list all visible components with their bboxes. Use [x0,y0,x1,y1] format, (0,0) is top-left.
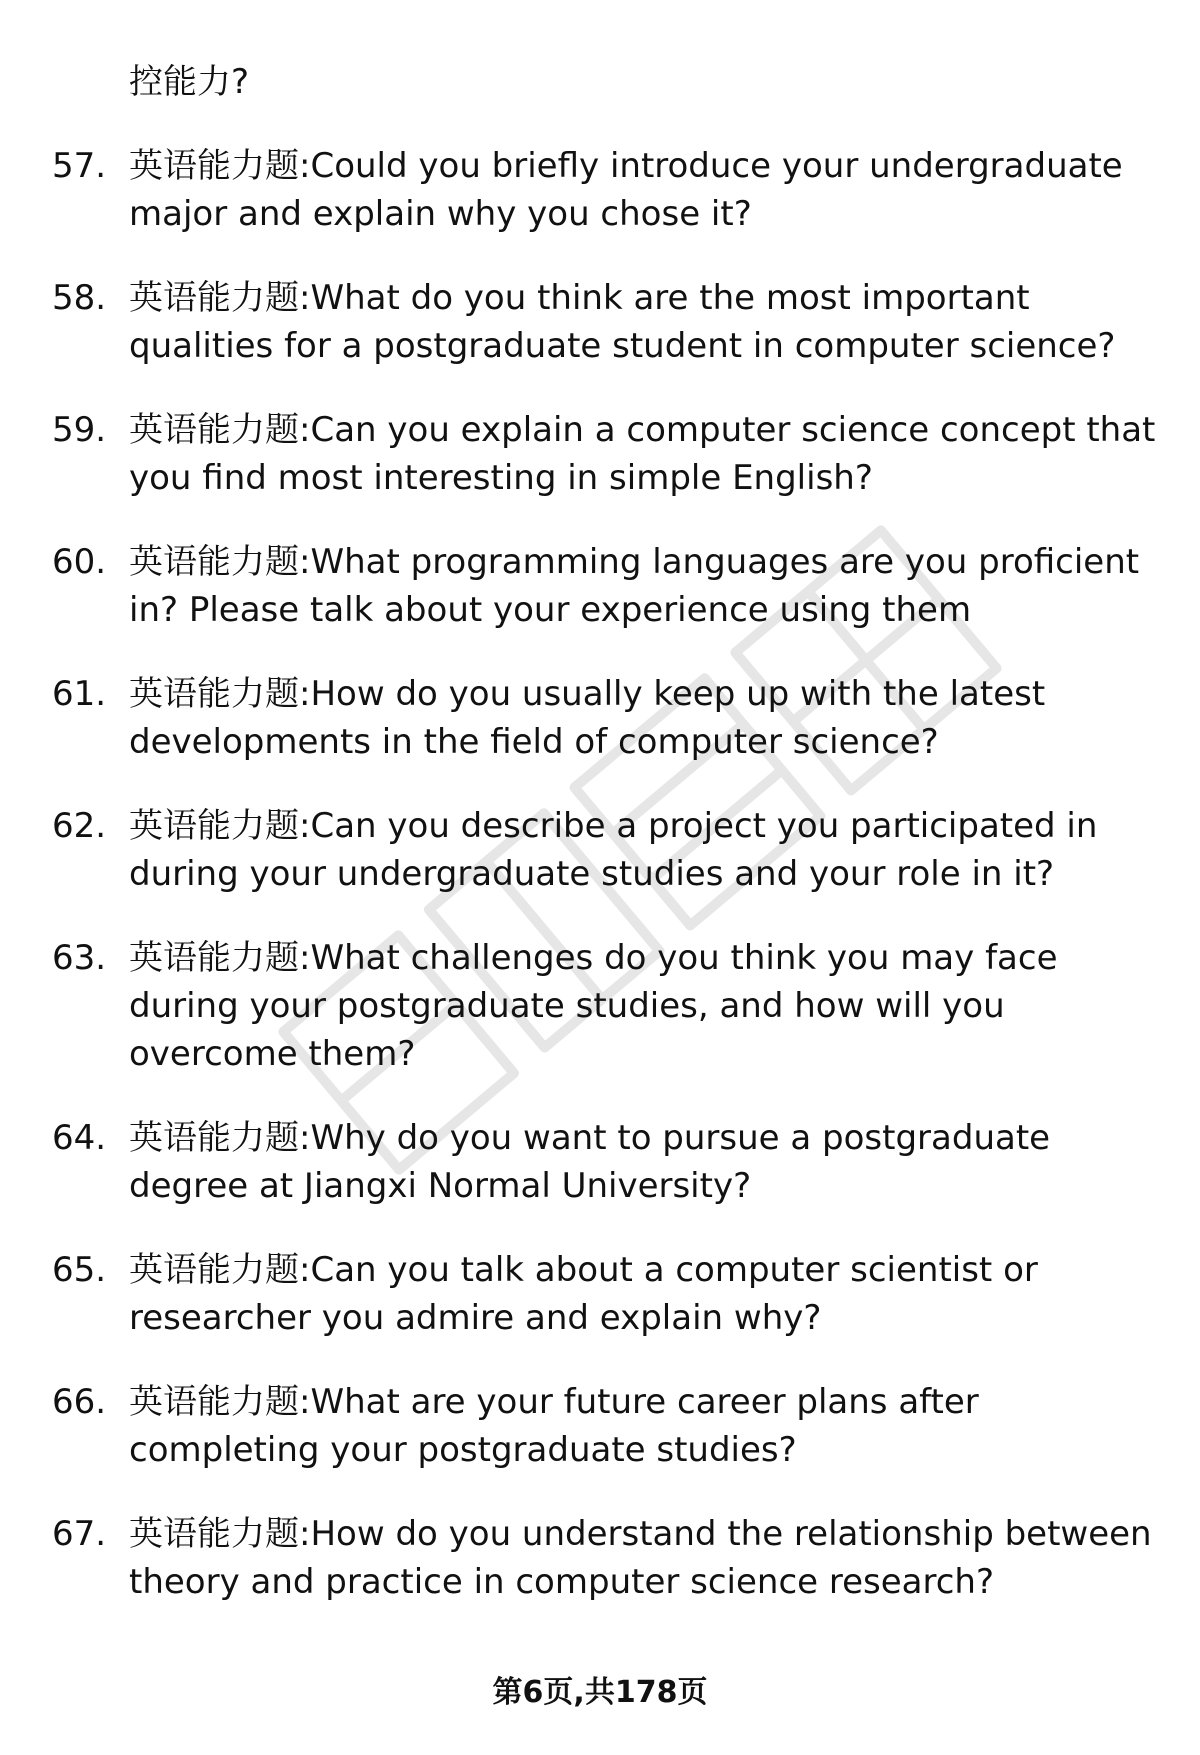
question-number: 64. [52,1118,107,1158]
question-item-63 [0,934,1200,1078]
question-tag: 英语能力题: [129,806,311,846]
question-text: Could you briefly introduce your undergraduate major and explain why you chose it? [129,146,1123,234]
question-item-57 [0,142,1200,238]
question-tag: 英语能力题: [129,146,311,186]
question-item-67 [0,1510,1200,1606]
question-item-61 [0,670,1200,766]
question-item-62 [0,802,1200,898]
question-tag: 英语能力题: [129,938,311,978]
question-text: Can you explain a computer science concept that you find most interesting in simple English? [129,410,1156,498]
question-item-66 [0,1378,1200,1474]
page-footer [0,1673,1200,1713]
question-number: 57. [52,146,107,186]
question-tag: 英语能力题: [129,1514,311,1554]
question-tag: 英语能力题: [129,1250,311,1290]
question-text: Why do you want to pursue a postgraduate degree at Jiangxi Normal University? [129,1118,1051,1206]
question-text: What do you think are the most important qualities for a postgraduate student in computer science? [129,278,1116,366]
question-text: How do you understand the relationship between theory and practice in computer science research? [129,1514,1152,1602]
question-tag: 英语能力题: [129,1118,311,1158]
question-tag: 英语能力题: [129,542,311,582]
question-item-59 [0,406,1200,502]
question-number: 66. [52,1382,107,1422]
question-item-65 [0,1246,1200,1342]
question-number: 61. [52,674,107,714]
question-number: 62. [52,806,107,846]
question-item-64 [0,1114,1200,1210]
question-text: Can you describe a project you participated in during your undergraduate studies and your role in it? [129,806,1098,894]
question-tag: 英语能力题: [129,674,311,714]
question-text: What are your future career plans after completing your postgraduate studies? [129,1382,979,1470]
page-number-text: 第6页,共178页 [492,1675,708,1710]
question-tag: 英语能力题: [129,410,311,450]
question-number: 65. [52,1250,107,1290]
question-item-58 [0,274,1200,370]
question-text: What programming languages are you proficient in? Please talk about your experience using them [129,542,1140,630]
question-text: How do you usually keep up with the latest developments in the field of computer science? [129,674,1046,762]
question-text: What challenges do you think you may face during your postgraduate studies, and how will you overcome them? [129,938,1058,1074]
question-number: 67. [52,1514,107,1554]
question-number: 60. [52,542,107,582]
question-number: 58. [52,278,107,318]
question-number: 63. [52,938,107,978]
question-list [0,142,1200,1642]
question-text: Can you talk about a computer scientist or researcher you admire and explain why? [129,1250,1038,1338]
question-tag: 英语能力题: [129,1382,311,1422]
question-number: 59. [52,410,107,450]
question-item-60 [0,538,1200,634]
continuation-text: 控能力? [129,62,250,102]
question-tag: 英语能力题: [129,278,311,318]
